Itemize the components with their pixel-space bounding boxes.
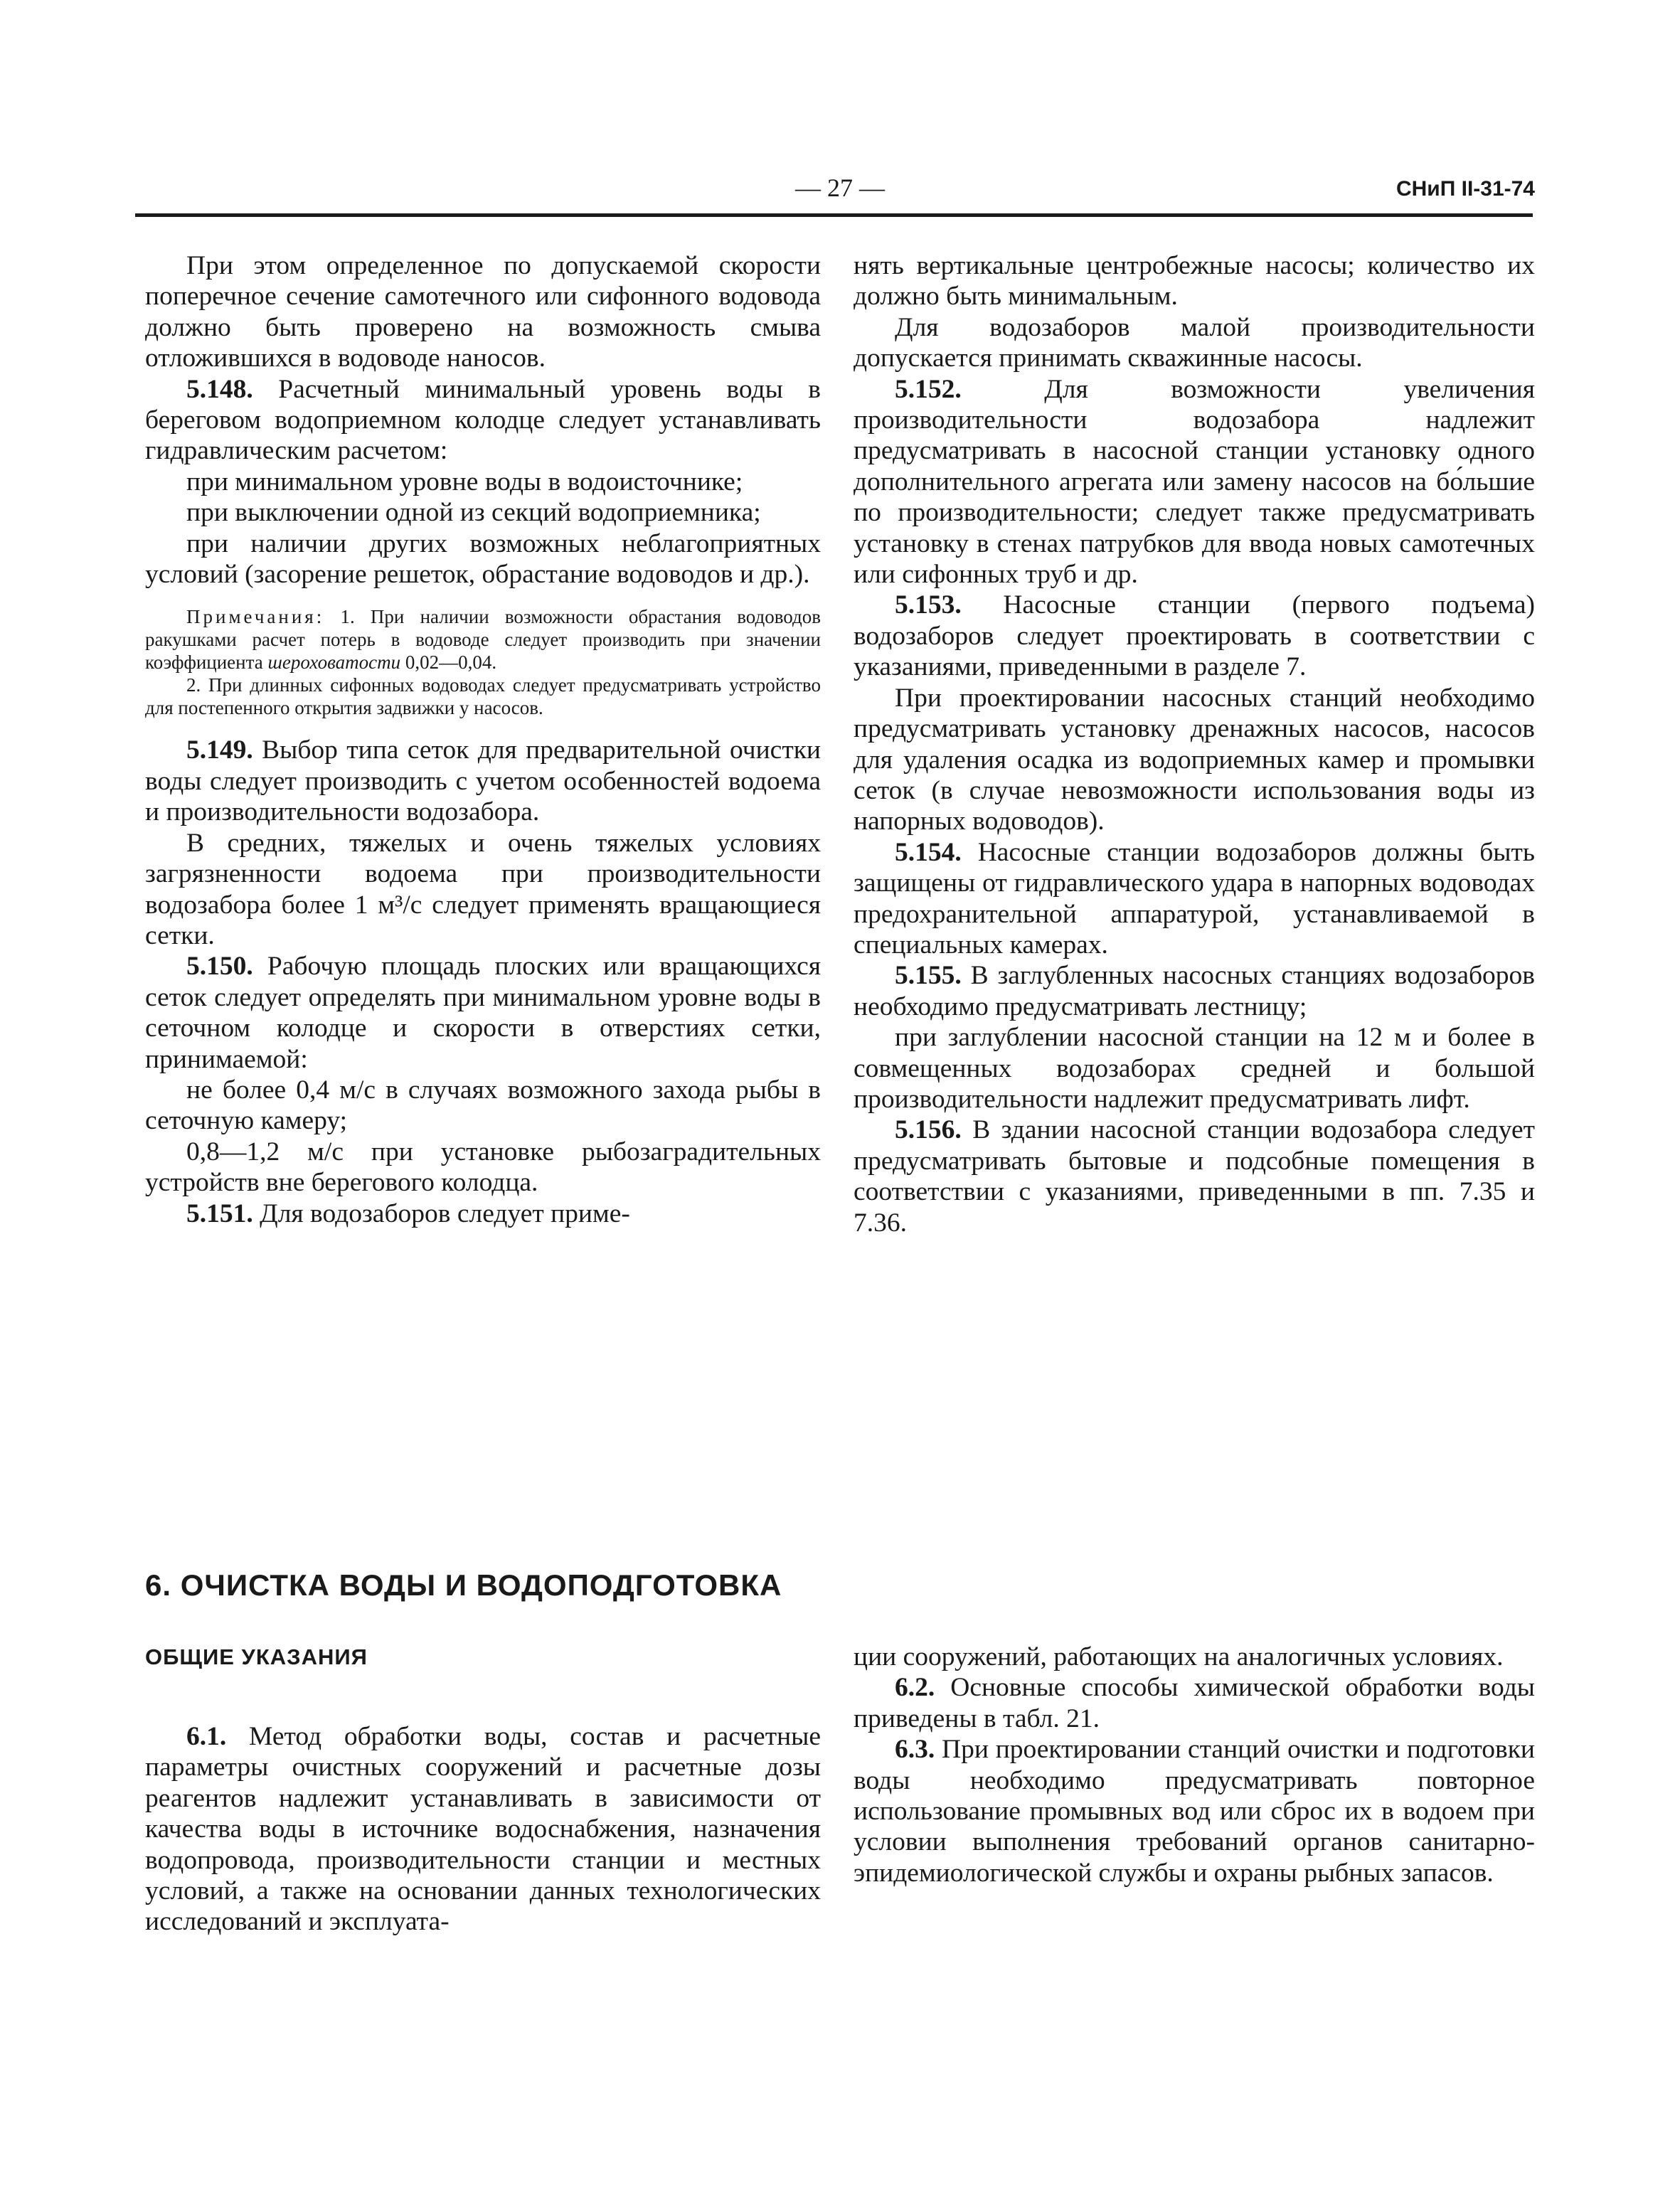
paragraph: при заглублении насосной станции на 12 м и более в совмещенных водозаборах средней и большой производительности надлежит предусматривать лифт. bbox=[854, 1023, 1535, 1114]
clause-number: 6.1. bbox=[186, 1722, 227, 1751]
note-2: 2. При длинных сифонных водоводах следует предусматривать устройство для постепенного открытия задвижки у насосов. bbox=[145, 674, 821, 719]
clause-number: 5.149. bbox=[186, 735, 253, 765]
clause-number: 5.155. bbox=[895, 961, 962, 991]
clause-number: 5.154. bbox=[895, 837, 962, 867]
clause-number: 5.151. bbox=[186, 1198, 253, 1228]
clause-text: В заглубленных насосных станциях водозаборов необходимо предусматривать лестницу; bbox=[854, 961, 1535, 1021]
paragraph: ции сооружений, работающих на аналогичных условиях. bbox=[854, 1642, 1504, 1671]
paragraph: В средних, тяжелых и очень тяжелых условиях загрязненности водоема при производительности водозабора более 1 м³/с следует применять вращающиеся сетки. bbox=[145, 828, 821, 950]
clause-5-148 bbox=[145, 374, 821, 467]
clause-number: 5.148. bbox=[186, 374, 253, 404]
clause-5-155 bbox=[854, 960, 1535, 1022]
right-column bbox=[854, 250, 1535, 1238]
section-title: 6. ОЧИСТКА ВОДЫ И ВОДОПОДГОТОВКА bbox=[145, 1568, 782, 1602]
section-subtitle: ОБЩИЕ УКАЗАНИЯ bbox=[145, 1644, 368, 1669]
clause-text: В здании насосной станции водозабора следует предусматривать бытовые и подсобные помещения в соответствии с указаниями, приведенными в пп. 7.35 и 7.36. bbox=[854, 1115, 1535, 1238]
clause-text: Рабочую площадь плоских или вращающихся сеток следует определять при минимальном уровне воды в сеточном колодце и скорости в отверстиях сетки, принимаемой: bbox=[145, 952, 821, 1074]
paragraph: нять вертикальные центробежные насосы; количество их должно быть минимальным. bbox=[854, 251, 1535, 312]
clause-text: Метод обработки воды, состав и расчетные параметры очистных сооружений и расчетные дозы реагентов надлежит устанавливать в зависимости от качества воды в источнике водоснабжения, назначения водопровода, производительности станции и местных условий, а также на основании данных технологических исследований и эксплуата- bbox=[145, 1722, 821, 1937]
paragraph: При этом определенное по допускаемой скорости поперечное сечение самотечного или сифонного водовода должно быть проверено на возможность смыва отложившихся в водоводе наносов. bbox=[145, 251, 821, 373]
list-item: при выключении одной из секций водоприемника; bbox=[186, 498, 761, 528]
note-1 bbox=[145, 605, 821, 674]
clause-5-154 bbox=[854, 837, 1535, 961]
clause-number: 6.2. bbox=[895, 1673, 935, 1703]
note-text: 1. При наличии возможности обрастания водоводов ракушками расчет потерь в водоводе следует производить при значении коэффициента bbox=[145, 606, 821, 674]
clause-5-151 bbox=[145, 1198, 821, 1229]
list-item: при наличии других возможных неблагоприятных условий (засорение решеток, обрастание водоводов и др.). bbox=[145, 528, 821, 590]
clause-5-156 bbox=[854, 1115, 1535, 1238]
list-item: 0,8—1,2 м/с при установке рыбозаградительных устройств вне берегового колодца. bbox=[145, 1137, 821, 1198]
note-emphasis: шероховатости bbox=[267, 652, 401, 674]
clause-6-2 bbox=[854, 1672, 1535, 1734]
clause-5-149 bbox=[145, 735, 821, 827]
document-code: СНиП II-31-74 bbox=[1395, 177, 1535, 201]
clause-text: Насосные станции (первого подъема) водозаборов следует проектировать в соответствии с указаниями, приведенными в разделе 7. bbox=[854, 590, 1535, 682]
clause-text: При проектировании станций очистки и подготовки воды необходимо предусматривать повторное использование промывных вод или сброс их в водоем при условии выполнения требований органов санитарно-эпидемиологической службы и охраны рыбных запасов. bbox=[854, 1735, 1535, 1888]
clause-5-152 bbox=[854, 374, 1535, 590]
clause-text: Для возможности увеличения производительности водозабора надлежит предусматривать в насосной станции установку одного дополнительного агрегата или замену насосов на бо́льшие по производительности; следует также предусматривать установку в стенах патрубков для ввода новых самотечных или сифонных труб и др. bbox=[854, 374, 1535, 590]
note-label: Примечания: bbox=[186, 606, 325, 628]
header-rule bbox=[135, 213, 1533, 217]
section6-left-column bbox=[145, 1721, 821, 1937]
paragraph: При проектировании насосных станций необходимо предусматривать установку дренажных насосов, насосов для удаления осадка из водоприемных камер и промывки сеток (в случае невозможности использования воды из напорных водоводов). bbox=[854, 683, 1535, 836]
clause-text: Расчетный минимальный уровень воды в береговом водоприемном колодце следует устанавливать гидравлическим расчетом: bbox=[145, 374, 821, 466]
clause-6-3 bbox=[854, 1734, 1535, 1888]
clause-text: Основные способы химической обработки воды приведены в табл. 21. bbox=[854, 1673, 1535, 1733]
clause-number: 5.152. bbox=[895, 374, 962, 404]
clause-5-150 bbox=[145, 951, 821, 1075]
clause-number: 6.3. bbox=[895, 1735, 935, 1765]
clause-6-1 bbox=[145, 1721, 821, 1937]
clause-number: 5.156. bbox=[895, 1115, 962, 1145]
clause-5-153 bbox=[854, 590, 1535, 682]
clause-number: 5.150. bbox=[186, 952, 253, 982]
left-column bbox=[145, 250, 821, 1229]
clause-text: Выбор типа сеток для предварительной очистки воды следует производить с учетом особенностей водоема и производительности водозабора. bbox=[145, 735, 821, 827]
clause-text: Для водозаборов следует приме- bbox=[252, 1198, 630, 1228]
clause-text: Насосные станции водозаборов должны быть защищены от гидравлического удара в напорных водоводах предохранительной аппаратурой, устанавливаемой в специальных камерах. bbox=[854, 837, 1535, 959]
paragraph: Для водозаборов малой производительности допускается принимать скважинные насосы. bbox=[854, 312, 1535, 373]
list-item: не более 0,4 м/с в случаях возможного захода рыбы в сеточную камеру; bbox=[145, 1075, 821, 1136]
clause-number: 5.153. bbox=[895, 590, 962, 620]
note-text: 0,02—0,04. bbox=[400, 652, 497, 674]
list-item: при минимальном уровне воды в водоисточнике; bbox=[186, 467, 743, 496]
page-number: — 27 — bbox=[795, 174, 885, 202]
section6-right-column bbox=[854, 1642, 1535, 1888]
